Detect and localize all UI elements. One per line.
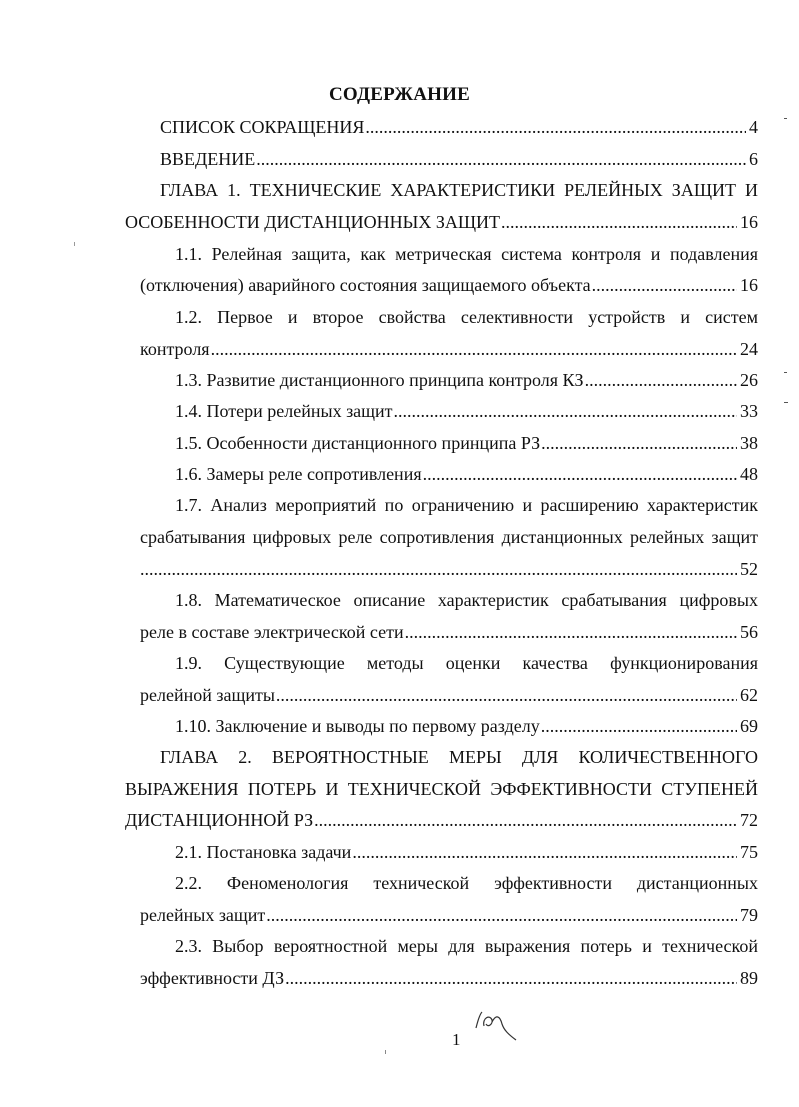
toc-entry-text: эффективности ДЗ xyxy=(140,968,285,988)
toc-entry-text: 1.4. Потери релейных защит xyxy=(175,401,393,421)
dot-leader xyxy=(394,398,737,424)
toc-entry-2-1[interactable] xyxy=(175,839,758,865)
toc-entry-chapter-1-line-1[interactable]: ГЛАВА 1. ТЕХНИЧЕСКИЕ ХАРАКТЕРИСТИКИ РЕЛЕЙНЫХ ЗАЩИТ И xyxy=(160,180,758,200)
toc-entry-2-3-line-2[interactable] xyxy=(140,965,758,991)
scan-mark xyxy=(784,402,788,403)
dot-leader xyxy=(405,619,737,645)
toc-page-number: 16 xyxy=(740,275,758,295)
toc-entry-text: контроля xyxy=(140,339,210,359)
dot-leader xyxy=(592,272,737,298)
toc-entry-1-10[interactable] xyxy=(175,713,758,739)
toc-entry-1-9-line-2[interactable] xyxy=(140,682,758,708)
toc-entry-1-4[interactable] xyxy=(175,398,758,424)
toc-entry-text: релейных защит xyxy=(140,905,266,925)
toc-entry-text: СПИСОК СОКРАЩЕНИЯ xyxy=(160,117,365,137)
toc-entry-text: ОСОБЕННОСТИ ДИСТАНЦИОННЫХ ЗАЩИТ xyxy=(125,212,501,232)
toc-entry-1-8-line-1[interactable]: 1.8. Математическое описание характеристик срабатывания цифровых xyxy=(175,590,758,610)
toc-page-number: 56 xyxy=(740,622,758,642)
toc-entry-text: 1.6. Замеры реле сопротивления xyxy=(175,464,422,484)
toc-page-number: 26 xyxy=(740,370,758,390)
dot-leader xyxy=(541,713,737,739)
dot-leader xyxy=(314,807,737,833)
toc-page-number: 4 xyxy=(749,117,758,137)
toc-entry-1-9-line-1[interactable]: 1.9. Существующие методы оценки качества функционирования xyxy=(175,653,758,673)
toc-page-number: 79 xyxy=(740,905,758,925)
dot-leader xyxy=(585,367,737,393)
toc-page-number: 52 xyxy=(740,559,758,579)
handwritten-initials xyxy=(470,1006,520,1046)
toc-page-number: 75 xyxy=(740,842,758,862)
toc-entry-2-3-line-1[interactable]: 2.3. Выбор вероятностной меры для выражения потерь и технической xyxy=(175,936,758,956)
toc-entry-chapter-2-line-1[interactable]: ГЛАВА 2. ВЕРОЯТНОСТНЫЕ МЕРЫ ДЛЯ КОЛИЧЕСТВЕННОГО xyxy=(160,747,758,767)
dot-leader xyxy=(266,902,737,928)
toc-entry-text: 1.5. Особенности дистанционного принципа РЗ xyxy=(175,433,541,453)
toc-page-number: 38 xyxy=(740,433,758,453)
toc-entry-1-5[interactable] xyxy=(175,430,758,456)
toc-page-number: 6 xyxy=(749,149,758,169)
toc-entry-chapter-2-line-2[interactable]: ВЫРАЖЕНИЯ ПОТЕРЬ И ТЕХНИЧЕСКОЙ ЭФФЕКТИВНОСТИ СТУПЕНЕЙ xyxy=(125,779,758,799)
toc-entry-1-1-line-1[interactable]: 1.1. Релейная защита, как метрическая система контроля и подавления xyxy=(175,244,758,264)
dot-leader xyxy=(501,209,737,235)
toc-entry-text: ДИСТАНЦИОННОЙ РЗ xyxy=(125,810,314,830)
toc-entry-1-3[interactable] xyxy=(175,367,758,393)
dot-leader xyxy=(276,682,737,708)
toc-page-number: 62 xyxy=(740,685,758,705)
toc-page-number: 89 xyxy=(740,968,758,988)
dot-leader xyxy=(256,146,746,172)
dot-leader xyxy=(285,965,737,991)
dot-leader xyxy=(140,556,737,582)
toc-entry-2-2-line-1[interactable]: 2.2. Феноменология технической эффективности дистанционных xyxy=(175,873,758,893)
toc-entry-text: (отключения) аварийного состояния защищаемого объекта xyxy=(140,275,591,295)
toc-entry-abbreviations[interactable] xyxy=(160,114,758,140)
scan-mark xyxy=(784,372,787,373)
toc-entry-2-2-line-2[interactable] xyxy=(140,902,758,928)
toc-entry-1-1-line-2[interactable] xyxy=(140,272,758,298)
toc-entry-text: реле в составе электрической сети xyxy=(140,622,404,642)
toc-page-number: 72 xyxy=(740,810,758,830)
toc-entry-introduction[interactable] xyxy=(160,146,758,172)
toc-entry-1-7-line-2[interactable]: срабатывания цифровых реле сопротивления дистанционных релейных защит xyxy=(140,527,758,547)
toc-page-number: 48 xyxy=(740,464,758,484)
scan-mark xyxy=(74,242,75,246)
scan-mark xyxy=(385,1050,386,1054)
toc-page-number: 33 xyxy=(740,401,758,421)
dot-leader xyxy=(211,336,737,362)
page-footer-number: 1 xyxy=(452,1030,461,1049)
toc-entry-1-2-line-2[interactable] xyxy=(140,336,758,362)
toc-entry-text: релейной защиты xyxy=(140,685,275,705)
scan-mark xyxy=(784,118,787,119)
dot-leader xyxy=(541,430,737,456)
toc-entry-1-2-line-1[interactable]: 1.2. Первое и второе свойства селективности устройств и систем xyxy=(175,307,758,327)
toc-entry-text: 1.3. Развитие дистанционного принципа контроля КЗ xyxy=(175,370,584,390)
page-title: СОДЕРЖАНИЕ xyxy=(329,84,470,105)
toc-entry-text: 1.10. Заключение и выводы по первому разделу xyxy=(175,716,540,736)
toc-entry-1-8-line-2[interactable] xyxy=(140,619,758,645)
dot-leader xyxy=(365,114,746,140)
toc-entry-text: 2.1. Постановка задачи xyxy=(175,842,352,862)
toc-entry-1-7-line-3[interactable] xyxy=(140,556,758,582)
toc-entry-text: ВВЕДЕНИЕ xyxy=(160,149,256,169)
toc-page-number: 24 xyxy=(740,339,758,359)
toc-entry-1-6[interactable] xyxy=(175,461,758,487)
toc-page-number: 69 xyxy=(740,716,758,736)
toc-entry-1-7-line-1[interactable]: 1.7. Анализ мероприятий по ограничению и расширению характеристик xyxy=(175,495,758,515)
toc-entry-chapter-1-line-2[interactable] xyxy=(125,209,758,235)
toc-page-number: 16 xyxy=(740,212,758,232)
dot-leader xyxy=(423,461,737,487)
dot-leader xyxy=(352,839,737,865)
toc-entry-chapter-2-line-3[interactable] xyxy=(125,807,758,833)
